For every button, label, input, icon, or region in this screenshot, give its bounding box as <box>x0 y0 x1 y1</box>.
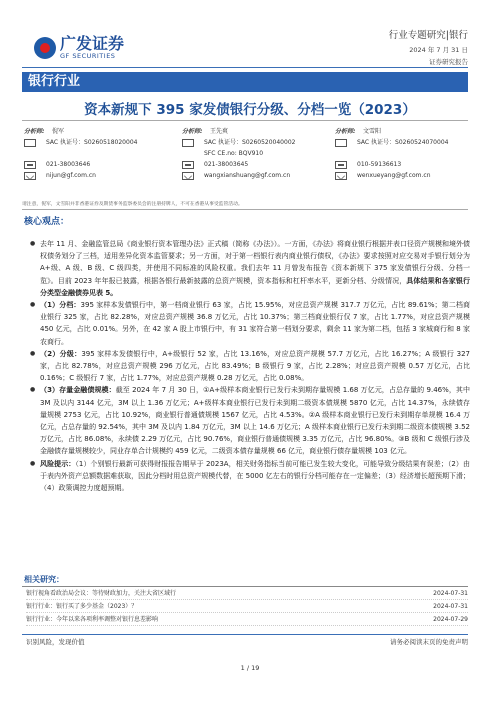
phone-icon <box>24 161 36 169</box>
core-views-title: 核心观点： <box>24 217 70 227</box>
analyst-name: 王先爽 <box>210 128 229 135</box>
mail-icon <box>182 172 194 180</box>
report-type: 行业专题研究|银行 <box>388 30 468 41</box>
related-item[interactable] <box>26 614 468 626</box>
analyst-email[interactable]: nijun@gf.com.cn <box>46 172 96 179</box>
related-item-title[interactable]: 银行视角看政治局会议：等待财政加力，关注大省区域行 <box>26 590 177 597</box>
id-card-icon <box>24 139 36 147</box>
related-item[interactable] <box>26 601 468 613</box>
analyst-phone: 021-38003646 <box>46 161 91 168</box>
certification-note: 请注意，倪军，文雪阳并非香港证券及期货事务监察委员会的注册持牌人，不可在香港从事受监管活动。 <box>22 202 243 207</box>
id-card-icon <box>335 139 347 147</box>
analyst-label: 分析师: <box>182 128 203 135</box>
related-item-title[interactable]: 银行行业：今年以来各项利率调整对银行息差影响 <box>26 616 159 623</box>
analyst-sac: SAC 执证号：S0260520040002 <box>204 139 296 146</box>
id-card-icon <box>182 139 194 147</box>
phone-icon <box>335 161 347 169</box>
footer-disclaimer[interactable]: 请务必阅读末页的免责声明 <box>390 638 468 646</box>
related-divider <box>22 586 468 587</box>
title-divider <box>22 120 468 121</box>
page-title: 资本新规下 395 家发债银行分级、分档一览（2023） <box>84 102 416 118</box>
footer-divider <box>22 634 468 635</box>
report-date: 2024 年 7 月 31 日 <box>409 46 468 54</box>
analyst-block <box>182 126 295 181</box>
header-divider <box>22 67 468 68</box>
related-research-title: 相关研究： <box>24 575 64 584</box>
logo-cn: 广发证券 <box>60 34 125 53</box>
analyst-phone: 010-59136613 <box>357 161 402 168</box>
header-right <box>389 27 468 66</box>
report-org: 证券研究报告 <box>429 58 468 66</box>
analyst-phone: 021-38003645 <box>204 161 249 168</box>
analyst-label: 分析师: <box>24 128 45 135</box>
analyst-label: 分析师: <box>335 128 356 135</box>
footer-slogan: 识别风险，发现价值 <box>26 638 85 646</box>
logo-mark-icon <box>34 37 56 59</box>
list-item: ● 去年 11 月、金融监管总局《商业银行资本管理办法》正式稿（简称《办法》）。一方面，《办法》将商业银行根据并表口径资产规模和境外债权债务划分了三档，适用差异化资本监管要求；另一方面，对于第一档银行表内商业银行债权，《办法》要求按照对应交易对手银行划分为 A+级、A 级、B 级、C 级四类，并使用不同标准的风险权重。我们去年 11 月曾发布报告《资本新规下 375 家发债银行分级、分档一览》。目前 2023 年年报已披露，根据各银行最新披露的总资产规模，资本指标和杠杆率水平，更新分档、分级情况，具体结果和各家银行分类型金融债券见表 5。 <box>30 238 470 299</box>
list-item: ● （3）存量金融债规模：截至 2024 年 7 月 30 日，①A+级样本商业银行已发行未到期存量规模 1.68 万亿元，占总存量的 9.46%，其中 3M 及以内 3144 亿元，3M 以上 1.36 万亿元；A+级样本商业银行已发行未到期二级资本债规模 5870 亿元，占比 14.37%，永续债存量规模 2753 亿元，占比 10.92%，商业银行普通债规模 1567 亿元，占比 4.53%。②A 级样本商业银行已发行未到期存单规模 16.4 万亿元，占总存量的 92.54%，其中 3M 及以内 1.84 万亿元，3M 以上 14.6 万亿元；A 级样本商业银行已发行未到期二级资本债规模 3.52 万亿元，占比 86.08%，永续债 2.29 万亿元，占比 90.76%，商业银行普通债规模 3.35 万亿元，占比 96.80%。③B 级和 C 级银行涉及金融债存量规模较少，同业存单合计规模约 459 亿元，二级资本债存量规模 66 亿元，商业银行债存量规模 103 亿元。 <box>30 384 470 457</box>
section-divider <box>22 209 468 210</box>
industry-banner: 银行行业 <box>22 72 468 92</box>
related-item-date: 2024-07-29 <box>433 616 468 623</box>
analyst-block <box>335 126 448 181</box>
related-item-title[interactable]: 银行行业：银行买了多少基金（2023）？ <box>26 603 138 610</box>
list-item: ● 风险提示：（1）个别银行最新可获得财报报告期早于 2023A，相关财务指标当前可能已发生较大变化，可能导致分级结果有误差；（2）由于表内外资产总额数据难获取，因此分档时用总资产规模代替，在 5000 亿左右的银行分档可能存在一定偏差；（3）经济增长超预期下滑；（4）政策调控力度超预期。 <box>30 458 470 495</box>
related-item[interactable] <box>26 588 468 600</box>
core-points <box>30 238 470 494</box>
list-item: ● （1）分档：395 家样本发债银行中，第一档商业银行 63 家，占比 15.95%，对应总资产规模 317.7 万亿元，占比 89.61%；第二档商业银行 325 家，占比 82.28%，对应总资产规模 36.8 万亿元，占比 10.37%；第三档商业银行仅 7 家，占比 1.77%，对应总资产规模 450 亿元，占比 0.01%。另外，在 42 家 A 股上市银行中，有 31 家符合第一档划分要求，剩余 11 家为第二档，包括 3 家城商行和 8 家农商行。 <box>30 299 470 348</box>
analyst-sfc: SFC CE.no: BQV910 <box>204 150 264 157</box>
analyst-email[interactable]: wangxianshuang@gf.com.cn <box>204 172 291 179</box>
page-number: 1 / 19 <box>240 664 260 672</box>
analyst-name: 倪军 <box>52 128 65 135</box>
related-item-date: 2024-07-31 <box>433 603 468 610</box>
analyst-email[interactable]: wenxueyang@gf.com.cn <box>357 172 431 179</box>
analyst-name: 文雪阳 <box>363 128 382 135</box>
mail-icon <box>335 172 347 180</box>
phone-icon <box>182 161 194 169</box>
related-item-date: 2024-07-31 <box>433 590 468 597</box>
logo-en: GF SECURITIES <box>60 52 116 60</box>
analyst-block <box>24 126 137 181</box>
list-item: ● （2）分级：395 家样本发债银行中，A+级银行 52 家，占比 13.16%，对应总资产规模 57.7 万亿元，占比 16.27%；A 级银行 327 家，占比 82.78%，对应总资产规模 296 万亿元，占比 83.49%；B 级银行 9 家，占比 2.28%；对应总资产规模 0.57 万亿元，占比 0.16%；C 级银行 7 家，占比 1.77%，对应总资产规模 0.28 万亿元，占比 0.08%。 <box>30 348 470 385</box>
mail-icon <box>24 172 36 180</box>
analyst-sac: SAC 执证号：S0260524070004 <box>357 139 449 146</box>
gf-logo <box>34 36 124 60</box>
analyst-sac: SAC 执证号：S0260518020004 <box>46 139 138 146</box>
